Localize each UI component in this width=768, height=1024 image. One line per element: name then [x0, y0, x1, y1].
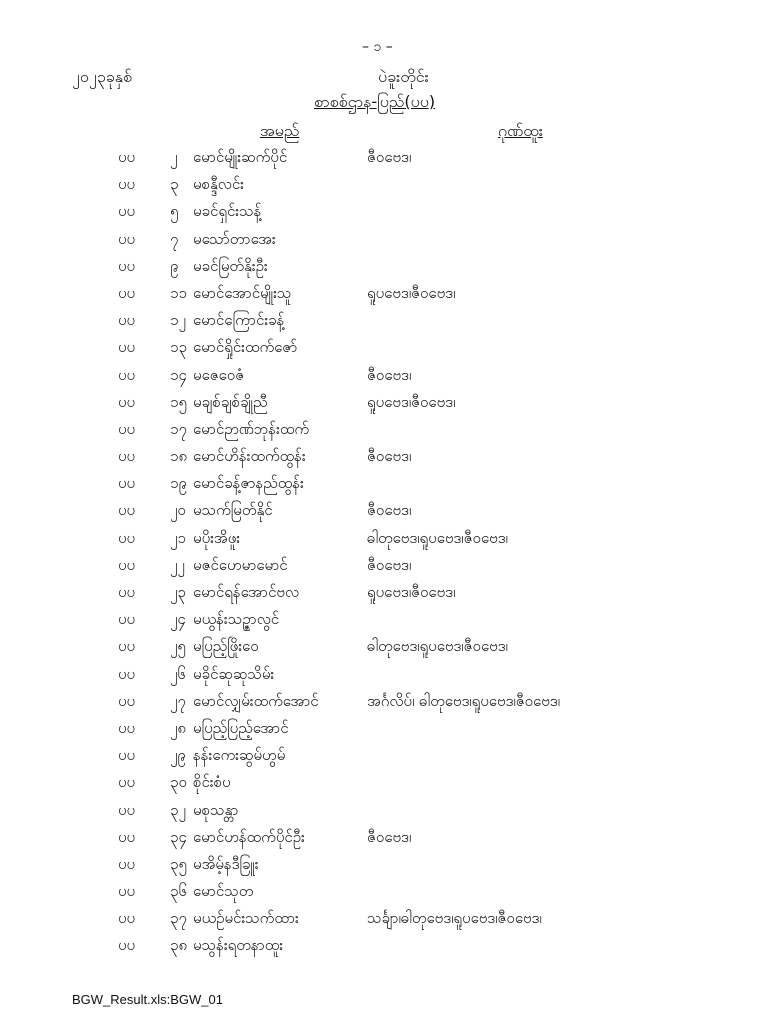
center-code: ပပ: [118, 283, 136, 302]
result-row: [0, 363, 768, 390]
center-code: ပပ: [118, 447, 136, 466]
roll-number: ၁၂: [170, 311, 186, 330]
center-code: ပပ: [118, 256, 136, 275]
roll-number: ၁၁: [170, 283, 187, 302]
student-name: မောင်ရှိုင်းထက်ဇော်: [193, 338, 298, 357]
result-row: [0, 607, 768, 634]
result-row: [0, 145, 768, 172]
roll-number: ၃၈: [170, 936, 188, 955]
result-row: [0, 716, 768, 743]
result-row: [0, 308, 768, 335]
center-code: ပပ: [118, 882, 136, 901]
distinction-subjects: ဇီဝဗေဒ၊: [367, 148, 412, 166]
center-code: ပပ: [118, 637, 136, 656]
center-code: ပပ: [118, 691, 136, 710]
roll-number: ၁၃: [170, 338, 187, 357]
center-code: ပပ: [118, 148, 136, 166]
column-header-distinction: ဂုဏ်ထူး: [498, 121, 543, 140]
distinction-subjects: ဇီဝဗေဒ၊: [367, 501, 412, 520]
result-row: [0, 634, 768, 661]
center-code: ပပ: [118, 338, 136, 357]
roll-number: ၂၀: [170, 501, 186, 520]
student-name: မခင်ရှင်းသန့်: [193, 202, 262, 221]
student-name: မောင်လျှမ်းထက်အောင်: [193, 691, 319, 710]
roll-number: ၂၁: [170, 528, 186, 547]
center-code: ပပ: [118, 664, 136, 683]
roll-number: ၇: [170, 229, 179, 248]
student-name: စိုင်းစံပ: [193, 773, 231, 792]
roll-number: ၁၉: [170, 474, 187, 493]
student-name: မသွန်းရတနာထူး: [193, 936, 284, 955]
result-row: [0, 417, 768, 444]
result-row: [0, 662, 768, 689]
roll-number: ၁၄: [170, 365, 187, 384]
center-code: ပပ: [118, 392, 136, 411]
results-list: [0, 145, 768, 961]
center-code: ပပ: [118, 175, 136, 194]
roll-number: ၃၀: [170, 773, 187, 792]
student-name: မောင်ခန့်ဇာနည်ထွန်း: [193, 474, 304, 493]
student-name: မောင်ဟန်ထက်ပိုင်ဦး: [193, 827, 305, 846]
roll-number: ၁၈: [170, 447, 188, 466]
center-code: ပပ: [118, 610, 136, 629]
result-row: [0, 254, 768, 281]
result-row: [0, 199, 768, 226]
result-row: [0, 281, 768, 308]
result-row: [0, 227, 768, 254]
student-name: မောင်ရန်အောင်ဗလ: [193, 583, 300, 601]
center-code: ပပ: [118, 419, 136, 438]
center-code: ပပ: [118, 909, 136, 928]
center-code: ပပ: [118, 773, 136, 792]
result-row: [0, 526, 768, 553]
distinction-subjects: ဇီဝဗေဒ၊: [367, 555, 412, 574]
distinction-subjects: ဇီဝဗေဒ၊: [367, 365, 412, 384]
distinction-subjects: ရူပဗေဒ၊ဇီဝဗေဒ၊: [367, 583, 456, 601]
student-name: မအိမ့်နဒီခြူး: [193, 854, 259, 873]
result-row: [0, 335, 768, 362]
roll-number: ၂၄: [170, 610, 186, 629]
result-row: [0, 852, 768, 879]
center-code: ပပ: [118, 854, 136, 873]
student-name: မောင်သုတ: [193, 882, 254, 901]
student-name: မယွန်းသဉ္ဇာလွင်: [193, 610, 280, 629]
center-code: ပပ: [118, 365, 136, 384]
student-name: မဇင်ဟေမာမောင်: [193, 555, 288, 574]
distinction-subjects: အင်္ဂလိပ်၊ ဓါတုဗေဒ၊ရူပဗေဒ၊ဇီဝဗေဒ၊: [367, 691, 560, 710]
page-number: – ၁ –: [362, 39, 393, 55]
roll-number: ၃: [170, 175, 179, 194]
center-code: ပပ: [118, 936, 136, 955]
student-name: မယဉ်မင်းသက်ထား: [193, 909, 299, 928]
result-row: [0, 553, 768, 580]
roll-number: ၃၅: [170, 854, 187, 873]
student-name: မောင်ကြောင်းခန့်: [193, 311, 285, 330]
center-code: ပပ: [118, 718, 136, 737]
result-row: [0, 825, 768, 852]
student-name: မောင်ဉာဏ်ဘုန်းထက်: [193, 419, 310, 438]
student-name: မပိုးအိဖူး: [193, 528, 241, 547]
student-name: မစန္ဒီလင်း: [193, 175, 244, 194]
center-code: ပပ: [118, 583, 136, 601]
roll-number: ၂၃: [170, 583, 186, 601]
distinction-subjects: ဇီဝဗေဒ၊: [367, 827, 412, 846]
roll-number: ၃၄: [170, 827, 187, 846]
center-code: ပပ: [118, 474, 136, 493]
student-name: မောင်ဟိန်းထက်ထွန်း: [193, 447, 306, 466]
student-name: မသက်မြတ်နိုင်: [193, 501, 273, 520]
result-row: [0, 689, 768, 716]
result-row: [0, 770, 768, 797]
roll-number: ၃၂: [170, 800, 186, 819]
student-name: မချစ်ချစ်ချိုညီ: [193, 392, 268, 411]
roll-number: ၂၈: [170, 718, 186, 737]
result-row: [0, 798, 768, 825]
roll-number: ၁၇: [170, 419, 187, 438]
roll-number: ၃၆: [170, 882, 187, 901]
exam-center-title: စာစစ်ဌာန-ပြည်(ပပ): [314, 92, 436, 111]
result-row: [0, 390, 768, 417]
distinction-subjects: ရူပဗေဒ၊ဇီဝဗေဒ၊: [367, 392, 456, 411]
student-name: မခင်မြတ်နိုးဦး: [193, 256, 268, 275]
student-name: မောင်မျိုးဆက်ပိုင်: [193, 148, 288, 166]
roll-number: ၂: [170, 148, 178, 166]
center-code: ပပ: [118, 800, 136, 819]
student-name: မောင်အောင်မျိုးသူ: [193, 283, 292, 302]
center-code: ပပ: [118, 311, 136, 330]
student-name: မပြည့်ဖြိုးဝေ: [193, 637, 259, 656]
result-row: [0, 498, 768, 525]
result-row: [0, 879, 768, 906]
roll-number: ၃၇: [170, 909, 187, 928]
center-code: ပပ: [118, 501, 136, 520]
result-row: [0, 580, 768, 607]
footer-source: BGW_Result.xls:BGW_01: [72, 992, 223, 1007]
distinction-subjects: သင်္ချာ၊ဓါတုဗေဒ၊ရူပဗေဒ၊ဇီဝဗေဒ၊: [367, 909, 542, 928]
result-row: [0, 471, 768, 498]
distinction-subjects: ဇီဝဗေဒ၊: [367, 447, 412, 466]
center-code: ပပ: [118, 555, 136, 574]
student-name: မသော်တာအေး: [193, 229, 276, 248]
result-row: [0, 933, 768, 960]
roll-number: ၅: [170, 202, 179, 221]
student-name: မခိုင်ဆုဆုသိမ်း: [193, 664, 275, 683]
result-row: [0, 743, 768, 770]
result-row: [0, 444, 768, 471]
distinction-subjects: ဓါတုဗေဒ၊ရူပဗေဒ၊ဇီဝဗေဒ၊: [367, 528, 508, 547]
student-name: မဇေဝေဇံ: [193, 365, 245, 384]
roll-number: ၂၉: [170, 746, 186, 765]
distinction-subjects: ဓါတုဗေဒ၊ရူပဗေဒ၊ဇီဝဗေဒ၊: [367, 637, 508, 656]
center-code: ပပ: [118, 202, 136, 221]
student-name: မပြည့်ပြည့်အောင်: [193, 718, 289, 737]
column-header-name: အမည်: [260, 121, 300, 140]
student-name: နန်းကေးဆွမ်ဟွမ်: [193, 746, 286, 765]
roll-number: ၉: [170, 256, 179, 275]
center-code: ပပ: [118, 827, 136, 846]
exam-year: ၂၀၂၃ခုနှစ်: [72, 67, 132, 86]
center-code: ပပ: [118, 746, 136, 765]
distinction-subjects: ရူပဗေဒ၊ဇီဝဗေဒ၊: [367, 283, 456, 302]
roll-number: ၁၅: [170, 392, 187, 411]
center-code: ပပ: [118, 528, 136, 547]
roll-number: ၂၇: [170, 691, 186, 710]
center-code: ပပ: [118, 229, 136, 248]
roll-number: ၂၅: [170, 637, 186, 656]
student-name: မစုသန္တာ: [193, 800, 239, 819]
result-row: [0, 172, 768, 199]
roll-number: ၂၂: [170, 555, 185, 574]
region-title: ပဲခူးတိုင်း: [378, 67, 429, 86]
roll-number: ၂၆: [170, 664, 186, 683]
result-row: [0, 906, 768, 933]
